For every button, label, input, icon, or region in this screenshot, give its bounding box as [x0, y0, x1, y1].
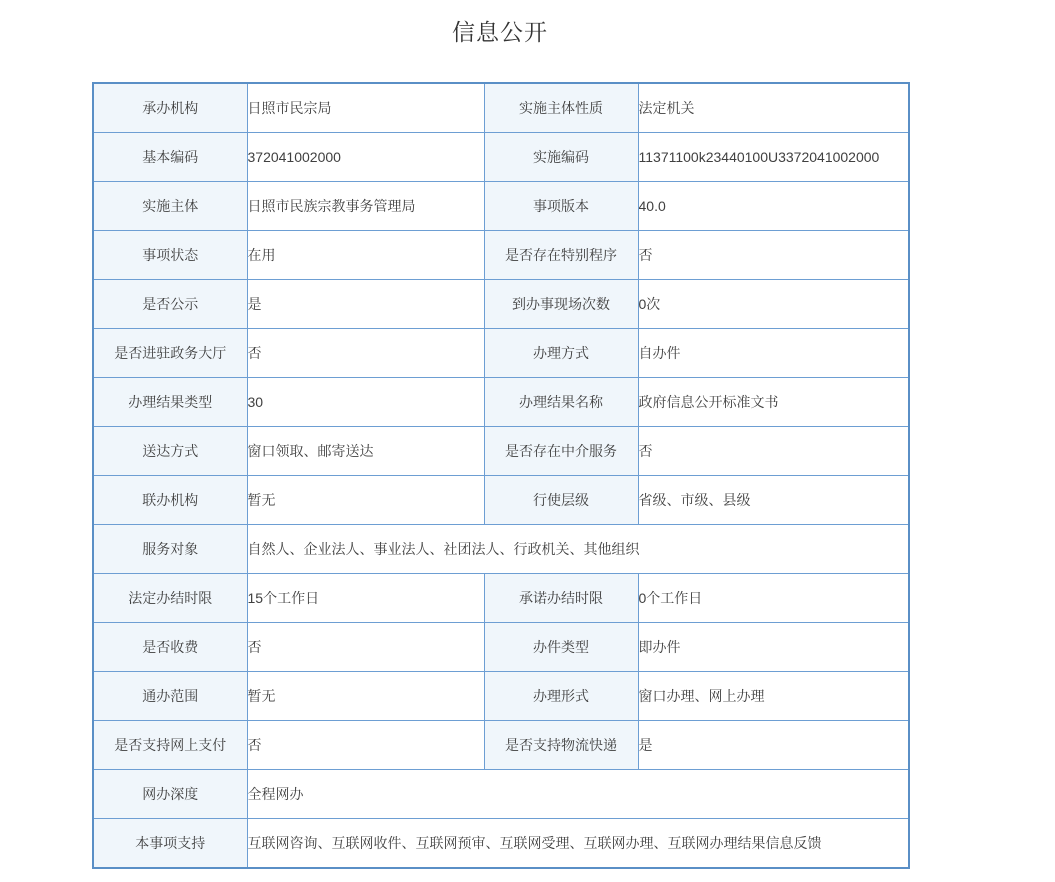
field-value: 0个工作日 — [638, 574, 909, 623]
field-label: 基本编码 — [93, 133, 247, 182]
field-value: 法定机关 — [638, 83, 909, 133]
table-row — [93, 83, 909, 133]
field-value: 全程网办 — [247, 770, 909, 819]
field-label: 办理方式 — [484, 329, 638, 378]
field-value: 0次 — [638, 280, 909, 329]
field-label: 服务对象 — [93, 525, 247, 574]
field-label: 是否存在中介服务 — [484, 427, 638, 476]
field-label: 办理结果类型 — [93, 378, 247, 427]
field-value: 政府信息公开标准文书 — [638, 378, 909, 427]
field-label: 网办深度 — [93, 770, 247, 819]
field-value: 11371100k23440100U3372041002000 — [638, 133, 909, 182]
field-label: 通办范围 — [93, 672, 247, 721]
field-label: 是否存在特别程序 — [484, 231, 638, 280]
field-label: 事项版本 — [484, 182, 638, 231]
field-value: 自然人、企业法人、事业法人、社团法人、行政机关、其他组织 — [247, 525, 909, 574]
field-label: 办理形式 — [484, 672, 638, 721]
field-value: 40.0 — [638, 182, 909, 231]
field-value: 否 — [247, 329, 484, 378]
field-value: 即办件 — [638, 623, 909, 672]
field-value: 372041002000 — [247, 133, 484, 182]
field-label: 联办机构 — [93, 476, 247, 525]
page-title: 信息公开 — [452, 19, 548, 45]
field-value: 否 — [638, 231, 909, 280]
table-row — [93, 182, 909, 231]
field-label: 实施主体性质 — [484, 83, 638, 133]
field-label: 事项状态 — [93, 231, 247, 280]
table-row — [93, 574, 909, 623]
field-label: 是否公示 — [93, 280, 247, 329]
table-row — [93, 476, 909, 525]
field-label: 到办事现场次数 — [484, 280, 638, 329]
field-value: 日照市民族宗教事务管理局 — [247, 182, 484, 231]
table-row — [93, 721, 909, 770]
field-value: 是 — [638, 721, 909, 770]
field-label: 实施编码 — [484, 133, 638, 182]
field-label: 是否支持网上支付 — [93, 721, 247, 770]
table-row — [93, 231, 909, 280]
field-value: 30 — [247, 378, 484, 427]
field-value: 日照市民宗局 — [247, 83, 484, 133]
field-label: 是否收费 — [93, 623, 247, 672]
table-row — [93, 525, 909, 574]
field-label: 行使层级 — [484, 476, 638, 525]
info-table — [92, 82, 910, 869]
field-value: 暂无 — [247, 476, 484, 525]
table-row — [93, 378, 909, 427]
field-label: 办理结果名称 — [484, 378, 638, 427]
field-value: 在用 — [247, 231, 484, 280]
table-row — [93, 329, 909, 378]
field-label: 承办机构 — [93, 83, 247, 133]
field-value: 否 — [247, 721, 484, 770]
field-value: 否 — [638, 427, 909, 476]
table-row — [93, 133, 909, 182]
field-label: 办件类型 — [484, 623, 638, 672]
field-value: 自办件 — [638, 329, 909, 378]
field-label: 送达方式 — [93, 427, 247, 476]
table-row — [93, 280, 909, 329]
table-row — [93, 427, 909, 476]
field-label: 是否进驻政务大厅 — [93, 329, 247, 378]
field-label: 法定办结时限 — [93, 574, 247, 623]
table-row — [93, 819, 909, 869]
field-value: 15个工作日 — [247, 574, 484, 623]
table-row — [93, 770, 909, 819]
table-row — [93, 672, 909, 721]
field-value: 是 — [247, 280, 484, 329]
field-label: 承诺办结时限 — [484, 574, 638, 623]
table-row — [93, 623, 909, 672]
field-value: 暂无 — [247, 672, 484, 721]
field-value: 窗口办理、网上办理 — [638, 672, 909, 721]
field-value: 否 — [247, 623, 484, 672]
field-label: 是否支持物流快递 — [484, 721, 638, 770]
field-value: 省级、市级、县级 — [638, 476, 909, 525]
field-value: 窗口领取、邮寄送达 — [247, 427, 484, 476]
field-label: 实施主体 — [93, 182, 247, 231]
field-label: 本事项支持 — [93, 819, 247, 869]
field-value: 互联网咨询、互联网收件、互联网预审、互联网受理、互联网办理、互联网办理结果信息反馈 — [247, 819, 909, 869]
